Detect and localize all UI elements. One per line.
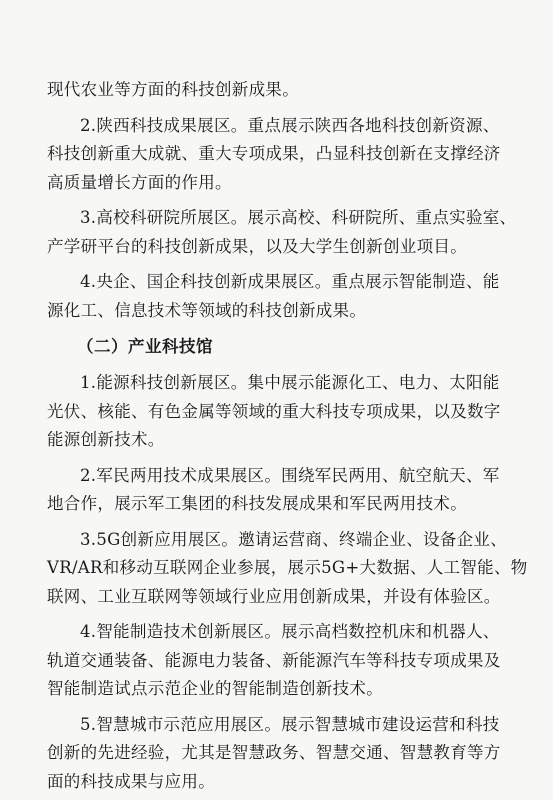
text-line: 轨道交通装备、能源电力装备、新能源汽车等科技专项成果及 [47, 650, 501, 670]
paragraph-gap [47, 704, 523, 711]
text-line: 1.能源科技创新展区。集中展示能源化工、电力、太阳能 [80, 373, 500, 392]
paragraph-modern-agriculture [47, 76, 523, 105]
paragraph-smart-manufacturing [47, 618, 523, 704]
text-line: 智能制造试点示范企业的智能制造创新技术。 [47, 679, 383, 698]
paragraph-gap [47, 261, 523, 268]
text-line: 面的科技成果与应用。 [47, 771, 215, 791]
text-line: 高质量增长方面的作用。 [47, 172, 232, 192]
paragraph-military-civil [47, 462, 523, 519]
paragraph-gap [47, 519, 523, 526]
text-line: 能源创新技术。 [47, 430, 165, 449]
text-line: 4.央企、国企科技创新成果展区。重点展示智能制造、能 [80, 272, 500, 291]
text-line: 2.军民两用技术成果展区。围绕军民两用、航空航天、军 [80, 465, 500, 485]
text-line: 科技创新重大成就、重大专项成果，凸显科技创新在支撑经济 [47, 144, 501, 163]
paragraph-shaanxi-achievements [47, 112, 523, 198]
paragraph-universities [47, 204, 523, 261]
paragraph-smart-city [47, 711, 523, 797]
text-line: 3.高校科研院所展区。展示高校、科研院所、重点实验室、 [80, 208, 517, 227]
text-line: 产学研平台的科技创新成果，以及大学生创新创业项目。 [47, 236, 467, 256]
paragraph-gap [47, 325, 523, 332]
text-line: 地合作，展示军工集团的科技发展成果和军民两用技术。 [47, 494, 467, 513]
text-line: 现代农业等方面的科技创新成果。 [47, 80, 299, 99]
section-heading-industry-hall: （二）产业科技馆 [77, 337, 213, 356]
text-line: 光伏、核能、有色金属等领域的重大科技专项成果，以及数字 [47, 401, 501, 421]
paragraph-gap [47, 455, 523, 462]
text-line: 4.智能制造技术创新展区。展示高档数控机床和机器人、 [80, 622, 500, 641]
paragraph-gap [47, 105, 523, 112]
text-line: 创新的先进经验，尤其是智慧政务、智慧交通、智慧教育等方 [47, 743, 501, 762]
text-line: 5.智慧城市示范应用展区。展示智慧城市建设运营和科技 [80, 714, 500, 734]
text-line: VR/AR和移动互联网企业参展，展示5G+大数据、人工智能、物 [47, 558, 528, 577]
paragraph-energy [47, 369, 523, 455]
paragraph-gap [47, 611, 523, 618]
text-line: 联网、工业互联网等领域行业应用创新成果，并设有体验区。 [47, 586, 501, 606]
text-line: 2.陕西科技成果展区。重点展示陕西各地科技创新资源、 [80, 115, 500, 135]
text-line: 源化工、信息技术等领域的科技创新成果。 [47, 300, 367, 320]
paragraph-gap [47, 197, 523, 204]
paragraph-5g [47, 526, 528, 612]
paragraph-central-soe [47, 268, 523, 325]
text-line: 3.5G创新应用展区。邀请运营商、终端企业、设备企业、 [80, 529, 508, 549]
paragraph-gap [47, 362, 523, 369]
